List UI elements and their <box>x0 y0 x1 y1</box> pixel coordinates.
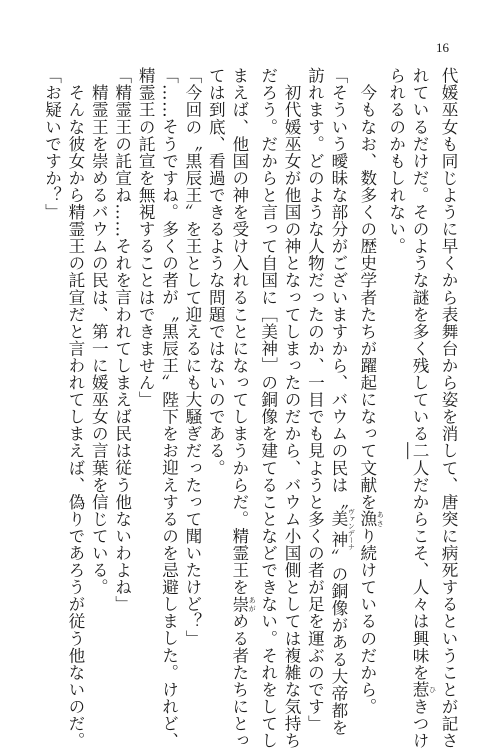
ruby-base: 惹 <box>410 680 430 698</box>
ruby-word <box>328 508 356 551</box>
text-line <box>157 67 180 749</box>
text-segment: れているだけだ。そのような謎を多く残している <box>410 67 430 443</box>
text-segment: 「今回の〝黒辰王〟を王として迎えるにも大騒ぎだったって聞いたけど？」 <box>182 67 202 647</box>
text-segment: 人だからこそ、人々は興味を <box>410 459 430 681</box>
text-segment: そんな彼女から精霊王の託宣だと言われてしまえば、偽りであろうが従う他ないのだ。 <box>65 67 85 749</box>
text-segment: める者たちにとっ <box>229 612 249 749</box>
text-segment: ては到底、看過できるような問題ではないのである。 <box>206 67 226 477</box>
ruby-reading: ひ <box>428 680 437 698</box>
text-line <box>326 67 356 736</box>
text-segment: られるのかもしれない。 <box>386 67 406 255</box>
text-line <box>256 67 279 749</box>
ruby-reading: あさ <box>376 510 385 528</box>
text-segment: 今もなお、数多くの歴史学者たちが躍起になって文献を <box>357 67 377 511</box>
text-line <box>181 67 204 662</box>
ruby-base: 漁 <box>357 510 377 528</box>
ruby-reading: あが <box>248 595 257 613</box>
text-segment: 「そういう曖昧な部分がございますから、バウムの民は〝 <box>328 67 348 511</box>
ruby-reading: ヴァンデーナ <box>347 508 356 551</box>
text-segment: 精霊王の託宣を無視することはできません」 <box>136 67 156 408</box>
text-line <box>355 67 385 715</box>
text-segment: だろう。だからと言って自国に［美神］の銅像を建てることなどできない。それをしてし <box>258 67 278 749</box>
text-segment: きつけ <box>410 697 430 749</box>
text-line <box>280 67 303 749</box>
marked-text: 二 <box>410 442 430 460</box>
text-line <box>40 67 63 662</box>
text-line <box>408 67 437 749</box>
page-number: 16 <box>436 40 449 55</box>
text-segment: 代媛巫女も同じように早くから表舞台から姿を消して、唐突に病死するということが記さ <box>439 67 458 749</box>
ruby-base: 美神 <box>328 508 348 551</box>
text-line <box>134 67 157 662</box>
text-segment: まえば、他国の神を受け入れることになってしまうからだ。精霊王を <box>229 67 249 596</box>
ruby-word <box>357 510 385 528</box>
text-line <box>384 67 407 662</box>
text-segment: 初代媛巫女が他国の神となってしまったのだから、バウム小国側としては複雑な気持ち <box>282 67 302 749</box>
text-line <box>110 67 133 662</box>
text-line <box>303 67 326 732</box>
text-segment: 「精霊王の託宣ね……それを言われてしまえば民は従う他ないわよね」 <box>112 67 132 613</box>
text-segment: 訪れます。どのような人物だったのか、一目でも見ようと多くの者が足を運ぶのです」 <box>305 67 325 732</box>
vertical-text-body <box>40 67 460 749</box>
ruby-base: 崇 <box>229 595 249 613</box>
text-segment: 精霊王を崇めるバウムの民は、第一に媛巫女の言葉を信じている。 <box>89 67 109 596</box>
text-segment: 〟の銅像がある大帝都を <box>328 548 348 736</box>
text-line <box>204 67 227 662</box>
text-line <box>227 67 257 749</box>
text-line <box>87 67 110 662</box>
ruby-word <box>229 595 257 613</box>
text-segment: り続けているのだから。 <box>357 527 377 715</box>
text-line <box>437 67 460 749</box>
text-line <box>64 67 87 749</box>
text-segment: 「……そうですね。多くの者が〝黒辰王〟陛下をお迎えするのを忌避しました。けれど、 <box>159 67 179 749</box>
text-segment: 「お疑いですか？」 <box>42 67 62 221</box>
ruby-word <box>410 680 437 698</box>
